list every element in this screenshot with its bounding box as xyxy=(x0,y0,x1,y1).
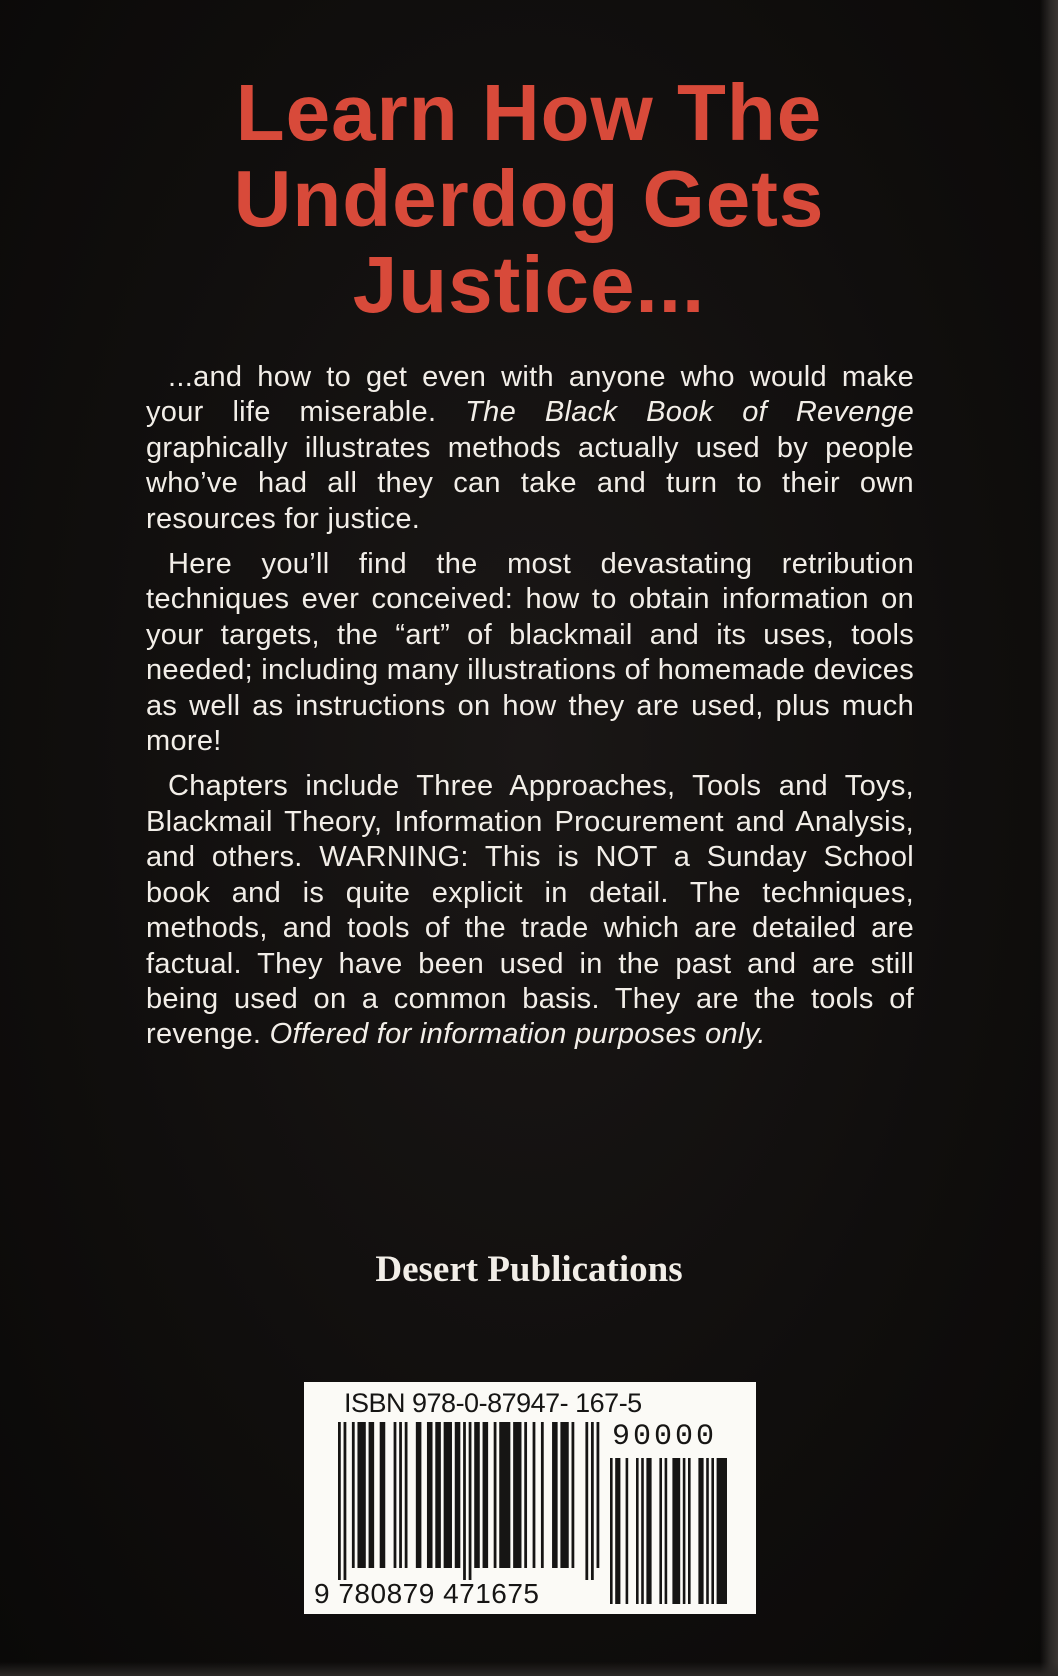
headline-line-1: Learn How The xyxy=(235,68,823,157)
paragraph-chapters-text: Chapters include Three Approaches, Tools and Toys, Blackmail Theory, Information Procurement and Analysis, and others. WARNING: This is NOT a Sunday School book and is quite explicit in detail. The techniques, methods, and tools of the trade which are detailed are factual. They have been used in the past and are still being used on a common basis. They are the tools of revenge. xyxy=(146,770,914,1051)
price-code: 90000 xyxy=(612,1420,718,1454)
barcode-label xyxy=(304,1382,756,1614)
cover-edge-bottom xyxy=(0,1662,1058,1676)
headline xyxy=(0,70,1058,328)
paragraph-techniques: Here you’ll find the most devastating retribution techniques ever conceived: how to obtain information on your targets, the “art” of blackmail and its uses, tools needed; including many illustrations of homemade devices as well as instructions on how they are used, plus much more! xyxy=(146,548,915,758)
paragraph-chapters xyxy=(146,769,914,1052)
book-title: The Black Book of Revenge xyxy=(465,396,914,429)
addon-barcode xyxy=(610,1458,738,1604)
ean-digits: 9 780879 471675 xyxy=(314,1578,540,1609)
headline-line-3: Justice... xyxy=(352,240,706,329)
description xyxy=(146,360,914,1063)
cover-edge-right xyxy=(1040,0,1058,1676)
publisher-name: Desert Publications xyxy=(375,1249,683,1290)
paragraph-intro xyxy=(146,360,914,537)
isbn-number: ISBN 978-0-87947- 167-5 xyxy=(344,1388,642,1418)
headline-line-2: Underdog Gets xyxy=(233,154,825,243)
ean-barcode xyxy=(338,1422,600,1580)
disclaimer: Offered for information purposes only. xyxy=(269,1018,766,1051)
paragraph-intro-lead: ...and how to get even with anyone who would make your life miserable. xyxy=(146,361,914,429)
paragraph-intro-rest: graphically illustrates methods actually used by people who’ve had all they can take and turn to their own resources for justice. xyxy=(146,431,914,535)
